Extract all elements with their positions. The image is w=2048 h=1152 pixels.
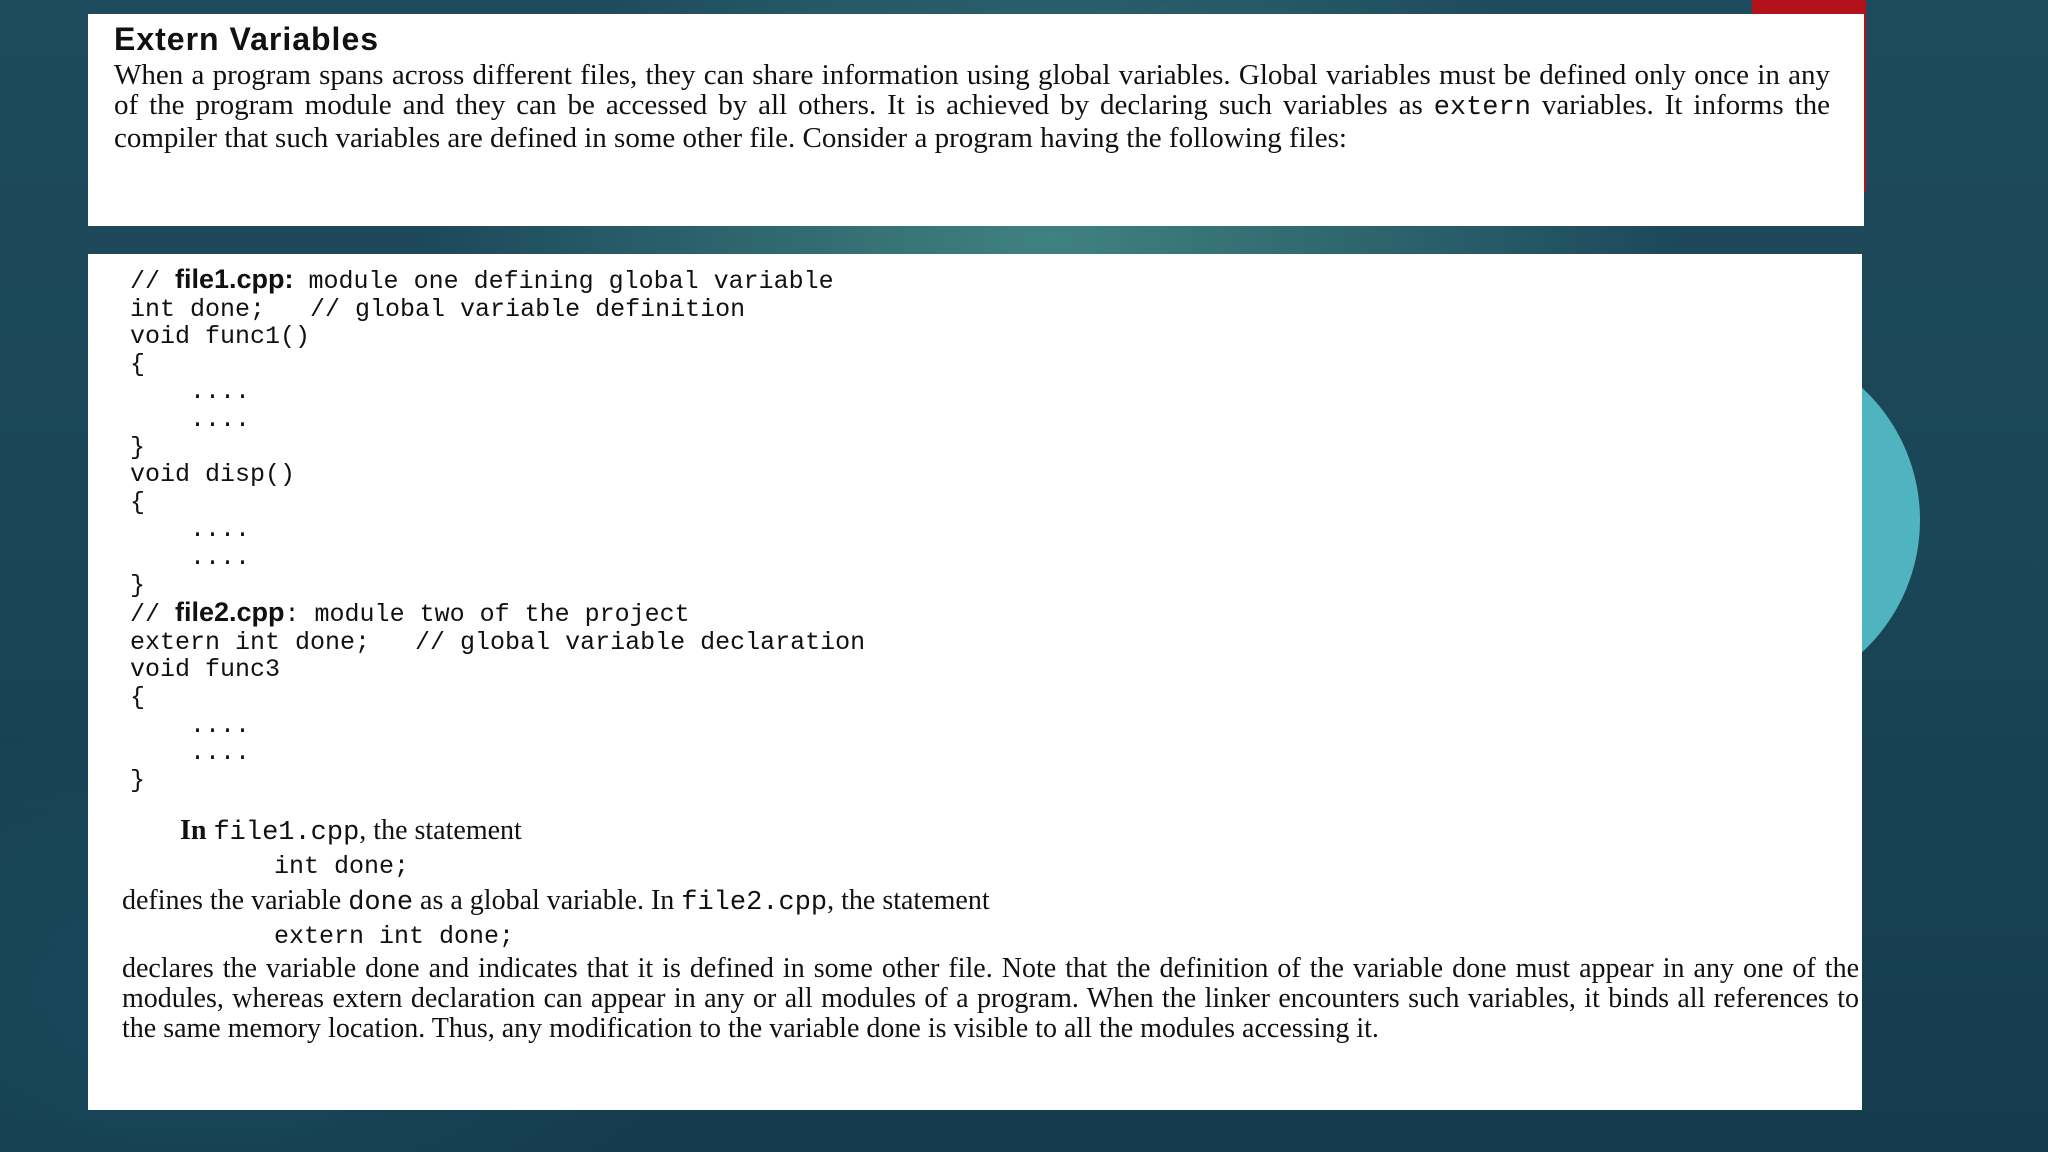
explanation-var-1: done: [365, 953, 420, 985]
explanation-text-c: must appear in any one of the modules, whereas extern declaration can appear in any or all modules of a program. When the linker encounters such variables, it binds all references to the same memory location. Thus, any modification to the variable: [122, 953, 1859, 1045]
intro-keyword: extern: [1433, 93, 1531, 123]
explanation-paragraph: [122, 954, 1859, 1044]
intro-panel: [88, 14, 1864, 226]
statement-2-text-a: defines the variable: [122, 885, 349, 917]
statement-1-intro: [122, 814, 1859, 850]
explanation-text-a: declares the variable: [122, 953, 366, 985]
file2-comment-prefix: //: [130, 600, 176, 630]
statement-2-code: extern int done;: [274, 922, 515, 952]
explanation-var-2: done: [1452, 953, 1507, 985]
statement-2-text-c: , the statement: [827, 885, 990, 917]
statement-1-code: int done;: [274, 852, 410, 882]
statement-2-var: done: [348, 888, 414, 919]
statement-2-text-b: as a global variable. In: [413, 885, 682, 917]
intro-text-2: variables. It informs the compiler that such variables are defined in some other file. Consider a program having the following files:: [114, 89, 1830, 154]
explanation-var-3: done: [866, 1013, 921, 1045]
file2-comment: : module two of the project: [284, 600, 690, 630]
file1-name: file1.cpp:: [175, 264, 294, 294]
explanation-text-d: is visible to all the modules accessing it.: [920, 1013, 1379, 1045]
file1-comment-prefix: //: [130, 267, 176, 296]
file1-comment: module one defining global variable: [293, 267, 834, 296]
statement-1-file: file1.cpp: [213, 818, 360, 849]
explanation-text-b: and indicates that it is defined in some other file. Note that the definition of the variable: [419, 953, 1453, 985]
file2-code-lines: extern int done; // global variable declaration void func3 { .... .... }: [130, 627, 866, 795]
explanation-section: [122, 814, 1859, 1044]
statement-1-in: In: [180, 815, 214, 847]
slide-heading: Extern Variables: [114, 21, 380, 57]
red-accent-bar: [1752, 0, 1866, 14]
intro-text-1: When a program spans across different files, they can share information using global variables. Global variables must be defined only once in any of the program module and they can be accessed by all others. It is achieved by declaring such variables as: [114, 59, 1830, 121]
file1-code-lines: int done; // global variable definition void func1() { .... .... } void disp() { .... .... }: [130, 294, 746, 600]
statement-2-file: file2.cpp: [681, 888, 828, 919]
intro-paragraph: [114, 60, 1830, 153]
file2-name: file2.cpp: [175, 597, 285, 628]
file1-code-block: [130, 266, 1834, 794]
statement-2-intro: [122, 884, 1859, 920]
code-panel: [88, 254, 1862, 1110]
statement-1-tail: , the statement: [359, 815, 522, 847]
